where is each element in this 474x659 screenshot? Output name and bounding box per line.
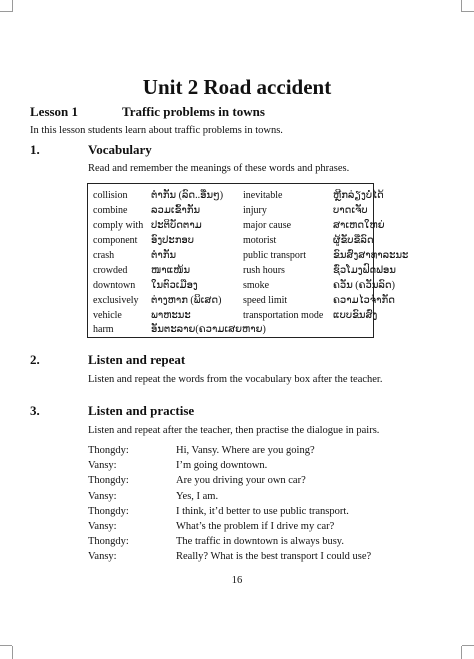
section-number: 3.	[30, 403, 40, 418]
vocab-translation: ຫຼີກລ່ຽງບໍ່ໄດ້	[333, 190, 384, 201]
crop-mark	[462, 645, 474, 646]
page-number: 16	[231, 575, 243, 586]
dialogue-speaker: Vansy:	[88, 551, 117, 563]
section-instruction-listen-repeat: Listen and repeat the words from the vocabulary box after the teacher.	[88, 374, 383, 385]
section-title: Listen and practise	[88, 403, 195, 418]
section-instruction-vocabulary: Read and remember the meanings of these words and phrases.	[88, 163, 350, 174]
vocab-word: speed limit	[243, 295, 288, 306]
dialogue-speaker: Thongdy:	[88, 536, 129, 548]
dialogue-speaker: Vansy:	[88, 520, 117, 532]
dialogue-text: Really? What is the best transport I could use?	[176, 551, 372, 563]
vocab-word: injury	[243, 205, 267, 216]
vocab-translation: ສາເຫດໃຫຍ່	[333, 220, 385, 231]
vocab-translation: ຕຳກັນ	[151, 250, 177, 261]
vocab-word: downtown	[93, 280, 136, 291]
vocab-translation: ຊົ່ວໂມງຟົດຟອນ	[333, 265, 396, 276]
vocab-translation: ອົງປະກອບ	[151, 235, 195, 246]
lesson-title: Traffic problems in towns	[122, 104, 265, 119]
crop-mark	[462, 11, 474, 12]
vocab-translation: ຄວາມໄວຈຳກັດ	[333, 295, 395, 306]
vocab-translation: ອັນຕະລາຍ(ຄວາມເສຍຫາຍ)	[151, 324, 266, 335]
vocab-translation: ໜາແໜ້ນ	[151, 265, 191, 276]
vocab-word: vehicle	[93, 310, 122, 321]
dialogue-speaker: Thongdy:	[88, 505, 129, 517]
dialogue-speaker: Vansy:	[88, 460, 117, 472]
vocab-word: smoke	[243, 280, 270, 291]
section-number: 2.	[30, 352, 40, 367]
section-instruction-listen-practise: Listen and repeat after the teacher, then practise the dialogue in pairs.	[88, 425, 380, 436]
section-heading-listen-practise	[30, 403, 194, 419]
vocab-translation: ຕ່າງຫາກ (ພິເສດ)	[151, 295, 222, 306]
vocab-word: combine	[93, 205, 128, 216]
section-heading-listen-repeat	[30, 352, 185, 368]
section-title: Listen and repeat	[88, 352, 186, 367]
dialogue-text: I think, it’d better to use public transport.	[176, 505, 349, 517]
vocab-word: major cause	[243, 220, 292, 231]
vocab-translation: ບາດເຈັບ	[333, 205, 368, 216]
vocab-word: collision	[93, 190, 128, 201]
vocab-word: component	[93, 235, 138, 246]
unit-title: Unit 2 Road accident	[142, 75, 332, 99]
vocab-word: crowded	[93, 265, 128, 276]
vocab-word: exclusively	[93, 295, 139, 306]
vocab-translation: ໃນຕົວເມືອງ	[151, 280, 198, 291]
vocab-translation: ຄວັນ (ຄວັນລົດ)	[333, 280, 395, 291]
crop-mark	[461, 0, 462, 12]
dialogue-text: I’m going downtown.	[176, 460, 268, 472]
vocab-word: public transport	[243, 250, 307, 261]
vocab-translation: ລວມເຂົ້າກັນ	[151, 205, 201, 216]
dialogue-text: Hi, Vansy. Where are you going?	[176, 445, 315, 456]
dialogue-text: What’s the problem if I drive my car?	[176, 520, 335, 532]
vocab-translation: ຂົນສົ່ງສາທາລະນະ	[333, 250, 409, 261]
vocab-word: comply with	[93, 220, 144, 231]
lesson-intro: In this lesson students learn about traffic problems in towns.	[30, 125, 283, 136]
section-heading-vocabulary	[30, 142, 152, 158]
lesson-heading	[30, 104, 265, 120]
vocab-word: transportation mode	[243, 310, 324, 321]
dialogue-text: Are you driving your own car?	[176, 475, 306, 487]
dialogue-speaker: Thongdy:	[88, 475, 129, 487]
vocab-translation: ແບບຂົນສົ່ງ	[333, 310, 378, 321]
vocabulary-box	[87, 183, 409, 338]
crop-mark	[461, 646, 462, 659]
crop-mark	[12, 646, 13, 659]
dialogue-text: Yes, I am.	[176, 490, 219, 502]
dialogue-text: The traffic in downtown is always busy.	[176, 536, 344, 548]
vocab-translation: ພາຫະນະ	[151, 310, 191, 321]
lesson-number: Lesson 1	[30, 104, 79, 119]
vocab-translation: ຕຳກັນ (ລົດ..ອື່ນໆ)	[151, 190, 224, 201]
crop-mark	[0, 11, 12, 12]
section-number: 1.	[30, 142, 40, 157]
dialogue-speaker: Thongdy:	[88, 445, 129, 456]
section-title: Vocabulary	[88, 142, 152, 157]
vocab-word: rush hours	[243, 265, 285, 276]
vocab-translation: ຜູ້ຂັບຂີ່ລົດ	[333, 235, 374, 246]
crop-mark	[12, 0, 13, 12]
vocab-word: harm	[93, 324, 114, 335]
vocab-translation: ປະຕິບັດຕາມ	[151, 220, 202, 231]
vocab-word: motorist	[243, 235, 277, 246]
vocab-word: crash	[93, 250, 115, 261]
crop-mark	[0, 645, 12, 646]
vocab-word: inevitable	[243, 190, 283, 201]
dialogue-speaker: Vansy:	[88, 490, 117, 502]
